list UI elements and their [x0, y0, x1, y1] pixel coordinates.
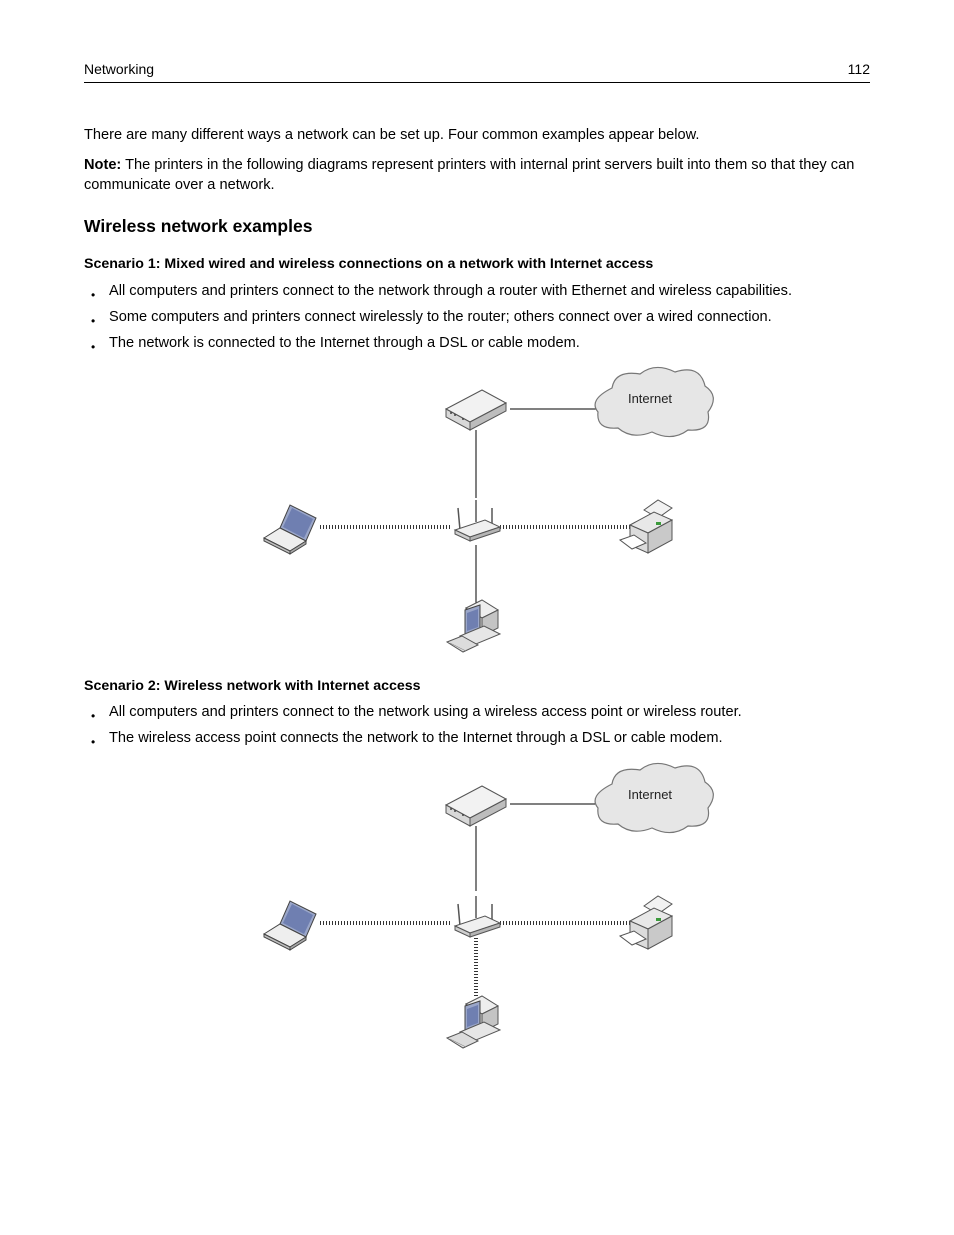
list-item [84, 281, 874, 307]
internet-cloud-icon [595, 367, 713, 436]
page-header [84, 60, 870, 83]
modem-icon [446, 786, 506, 826]
list-item [84, 702, 874, 728]
scenario-2-bullet-list [84, 702, 874, 754]
scenario-1-heading: Scenario 1: Mixed wired and wireless connections on a network with Internet access [84, 256, 654, 272]
bullet-text: Some computers and printers connect wirelessly to the router; others connect over a wired connection. [109, 309, 772, 325]
internet-label: Internet [627, 787, 673, 802]
printer-icon [620, 500, 672, 553]
scenario-1-bullet-list [84, 281, 874, 359]
internet-label: Internet [627, 391, 673, 406]
note-text: The printers in the following diagrams represent printers with internal print servers built into them so that they can communicate over a network. [84, 157, 855, 193]
intro-paragraph: There are many different ways a network can be set up. Four common examples appear below. [84, 127, 700, 143]
bullet-text: All computers and printers connect to the network through a router with Ethernet and wireless capabilities. [109, 283, 793, 299]
bullet-text: All computers and printers connect to the network using a wireless access point or wireless router. [109, 704, 742, 720]
printer-status-light [656, 918, 661, 921]
bullet-icon: • [91, 288, 96, 302]
bullet-text: The network is connected to the Internet through a DSL or cable modem. [109, 335, 580, 351]
wireless-router-icon [455, 896, 500, 937]
header-section-title: Networking [84, 61, 155, 77]
internet-cloud-icon [595, 763, 713, 832]
modem-icon [446, 390, 506, 430]
bullet-icon: • [91, 735, 96, 749]
list-item [84, 728, 874, 754]
scenario-2-network-diagram [0, 756, 954, 1056]
printer-status-light [656, 522, 661, 525]
bullet-icon: • [91, 709, 96, 723]
laptop-icon [264, 901, 316, 950]
desktop-computer-icon [447, 996, 500, 1048]
bullet-text: The wireless access point connects the network to the Internet through a DSL or cable modem. [109, 730, 723, 746]
laptop-icon [264, 505, 316, 554]
section-heading: Wireless network examples [84, 216, 313, 236]
note-paragraph [84, 155, 874, 195]
scenario-1-network-diagram [0, 360, 954, 660]
list-item [84, 333, 874, 359]
list-item [84, 307, 874, 333]
printer-icon [620, 896, 672, 949]
wireless-router-icon [455, 500, 500, 541]
header-page-number: 112 [847, 61, 870, 77]
note-label: Note: [84, 157, 122, 173]
bullet-icon: • [91, 314, 96, 328]
desktop-computer-icon [447, 600, 500, 652]
scenario-2-heading: Scenario 2: Wireless network with Internet access [84, 678, 421, 694]
bullet-icon: • [91, 340, 96, 354]
